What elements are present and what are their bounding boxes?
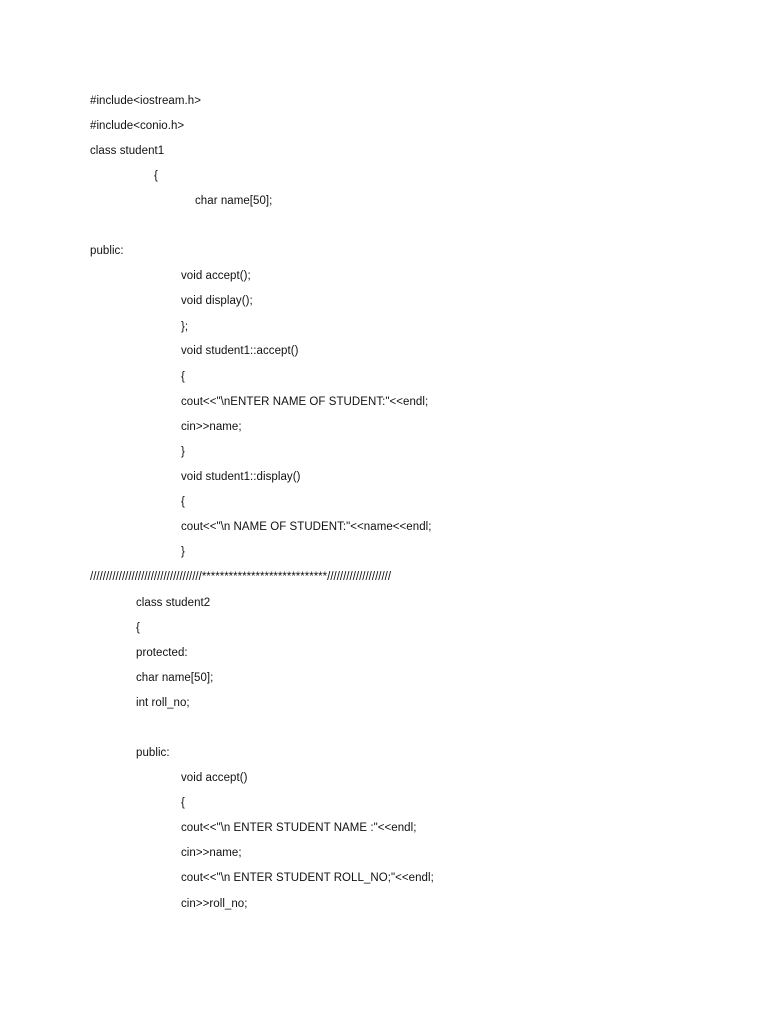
- code-line: #include<conio.h>: [90, 120, 185, 132]
- code-line: protected:: [136, 647, 188, 659]
- code-line: int roll_no;: [136, 697, 190, 709]
- code-line: {: [136, 622, 140, 634]
- code-line: cout<<"\n ENTER STUDENT NAME :"<<endl;: [181, 822, 417, 834]
- code-line: void student1::accept(): [181, 345, 299, 357]
- code-line: char name[50];: [136, 672, 214, 684]
- code-line: cin>>roll_no;: [181, 898, 248, 910]
- code-line: void student1::display(): [181, 471, 301, 483]
- code-line: class student1: [90, 145, 165, 157]
- code-line: cin>>name;: [181, 421, 242, 433]
- code-line: cin>>name;: [181, 847, 242, 859]
- code-line: cout<<"\n NAME OF STUDENT:"<<name<<endl;: [181, 521, 432, 533]
- code-line: {: [181, 496, 185, 508]
- code-line: cout<<"\nENTER NAME OF STUDENT:"<<endl;: [181, 396, 429, 408]
- code-line: {: [181, 371, 185, 383]
- code-line: void display();: [181, 295, 253, 307]
- separator-line: ///////////////////////////////////****************************////////////////////: [90, 571, 392, 583]
- code-line: cout<<"\n ENTER STUDENT ROLL_NO;"<<endl;: [181, 872, 434, 884]
- code-line: class student2: [136, 597, 211, 609]
- code-line: public:: [136, 747, 170, 759]
- code-line: };: [181, 321, 189, 333]
- code-line: void accept();: [181, 270, 251, 282]
- code-line: char name[50];: [195, 195, 273, 207]
- code-line: }: [181, 546, 185, 558]
- code-line: }: [181, 446, 185, 458]
- code-line: {: [181, 797, 185, 809]
- code-line: #include<iostream.h>: [90, 95, 201, 107]
- code-line: void accept(): [181, 772, 248, 784]
- code-line: public:: [90, 245, 124, 257]
- code-line: {: [154, 170, 158, 182]
